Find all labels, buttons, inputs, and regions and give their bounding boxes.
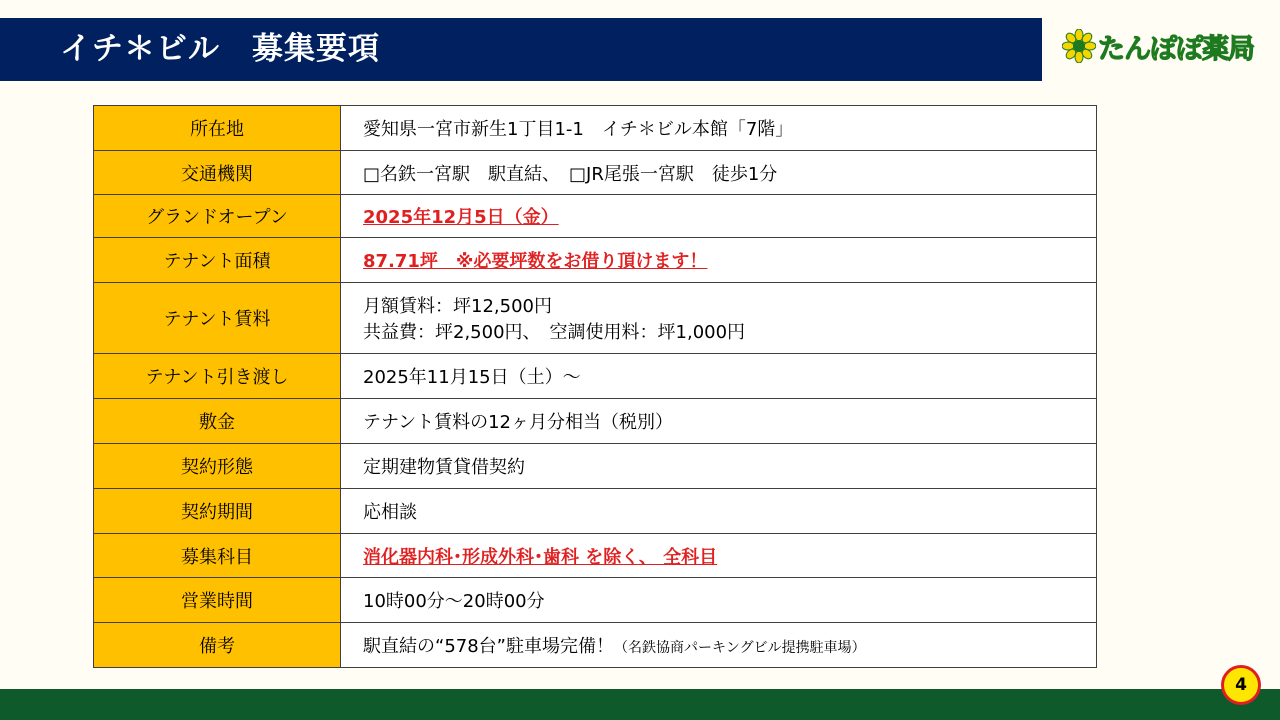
page-title: イチ＊ビル 募集要項 bbox=[60, 31, 380, 67]
row-label: 営業時間 bbox=[94, 578, 341, 623]
table-row bbox=[94, 444, 1097, 489]
row-label: テナント賃料 bbox=[94, 283, 341, 354]
grand-open-date: 2025年12月5日（金） bbox=[363, 207, 559, 228]
recruit-departments: 消化器内科･形成外科･歯科 を除く、 全科目 bbox=[363, 546, 718, 568]
row-value-cell bbox=[341, 534, 1097, 578]
row-value: テナント賃料の12ヶ月分相当（税別） bbox=[341, 399, 1097, 444]
row-value-cell bbox=[341, 623, 1097, 668]
monthly-rent: 月額賃料：坪12,500円 bbox=[363, 296, 552, 317]
row-label: グランドオープン bbox=[94, 195, 341, 238]
table-row bbox=[94, 578, 1097, 623]
row-value: 愛知県一宮市新生1丁目1-1 イチ＊ビル本館「7階」 bbox=[341, 106, 1097, 151]
parking-note: （名鉄協商パーキングビル提携駐車場） bbox=[614, 640, 866, 656]
common-fees: 共益費：坪2,500円、 空調使用料：坪1,000円 bbox=[363, 322, 746, 343]
row-label: 募集科目 bbox=[94, 534, 341, 578]
row-value: □名鉄一宮駅 駅直結、 □JR尾張一宮駅 徒歩1分 bbox=[341, 151, 1097, 195]
row-label: テナント引き渡し bbox=[94, 354, 341, 399]
spec-table bbox=[93, 105, 1097, 668]
logo-text: たんぽぽ薬局 bbox=[1098, 33, 1254, 65]
table-row bbox=[94, 623, 1097, 668]
tenant-area: 87.71坪 ※必要坪数をお借り頂けます！ bbox=[363, 251, 708, 272]
row-value: 応相談 bbox=[341, 489, 1097, 534]
row-value-cell bbox=[341, 238, 1097, 283]
row-value-cell bbox=[341, 283, 1097, 354]
row-label: 交通機関 bbox=[94, 151, 341, 195]
row-label: 備考 bbox=[94, 623, 341, 668]
row-value: 2025年11月15日（土）～ bbox=[341, 354, 1097, 399]
sunflower-icon bbox=[1062, 29, 1096, 63]
table-row bbox=[94, 106, 1097, 151]
parking-remark: 駅直結の“578台”駐車場完備！ bbox=[363, 636, 615, 657]
row-value-cell bbox=[341, 195, 1097, 238]
row-value: 定期建物賃貸借契約 bbox=[341, 444, 1097, 489]
row-label: 所在地 bbox=[94, 106, 341, 151]
table-row bbox=[94, 195, 1097, 238]
table-row bbox=[94, 399, 1097, 444]
row-label: 契約期間 bbox=[94, 489, 341, 534]
row-label: 敷金 bbox=[94, 399, 341, 444]
footer-bar bbox=[0, 689, 1280, 720]
company-logo bbox=[1062, 26, 1254, 66]
page-number-badge: 4 bbox=[1221, 665, 1261, 705]
row-label: テナント面積 bbox=[94, 238, 341, 283]
row-value: 10時00分～20時00分 bbox=[341, 578, 1097, 623]
table-row bbox=[94, 238, 1097, 283]
title-bar bbox=[0, 18, 1042, 81]
table-row bbox=[94, 534, 1097, 578]
table-row bbox=[94, 354, 1097, 399]
table-row bbox=[94, 283, 1097, 354]
table-row bbox=[94, 489, 1097, 534]
row-label: 契約形態 bbox=[94, 444, 341, 489]
table-row bbox=[94, 151, 1097, 195]
